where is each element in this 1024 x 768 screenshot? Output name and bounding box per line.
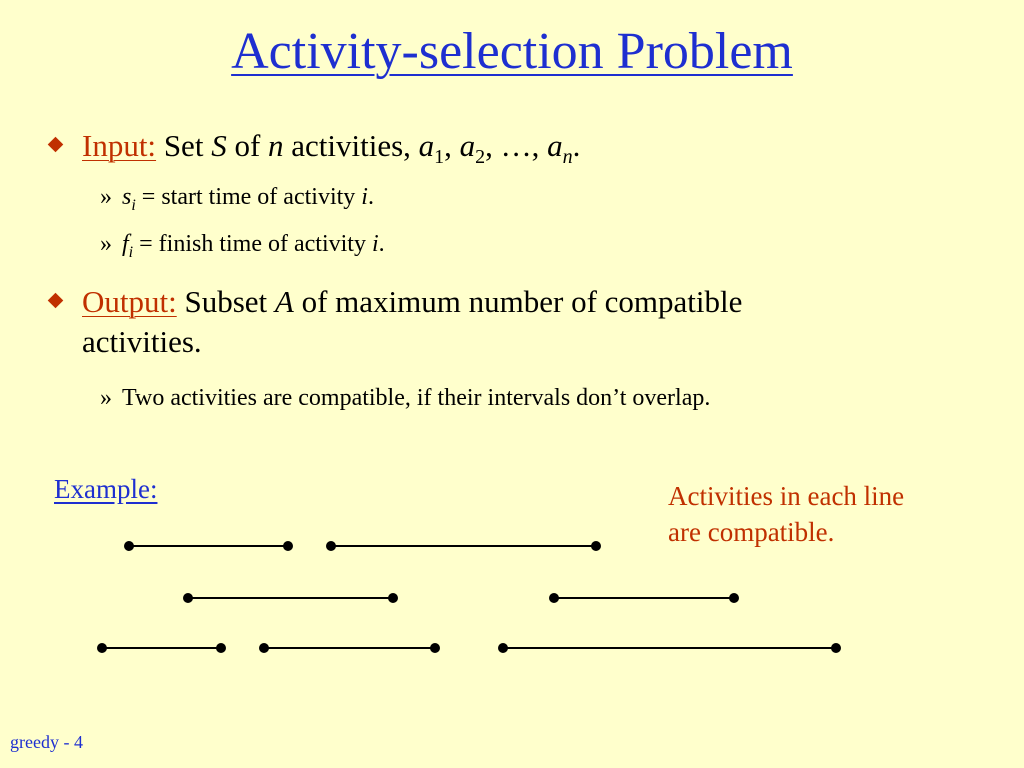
var-i: i: [361, 184, 368, 210]
var-S: S: [211, 128, 227, 163]
chevron-icon: »: [100, 385, 112, 411]
interval-endpoint: [184, 594, 192, 602]
input-keyword: Input:: [82, 128, 157, 163]
subscript: i: [128, 243, 134, 261]
interval-endpoint: [550, 594, 558, 602]
subscript: n: [562, 146, 573, 169]
interval-endpoint: [499, 644, 507, 652]
text-part: of maximum number of compatible: [293, 284, 743, 319]
text-part: Two activities are compatible, if their intervals don’t overlap.: [122, 385, 711, 411]
var-a: a: [547, 128, 563, 163]
slide-title: Activity-selection Problem: [231, 23, 793, 80]
interval-endpoint: [592, 542, 600, 550]
text-part: Set: [156, 128, 212, 163]
text-part: .: [378, 231, 385, 257]
example-label: Example:: [54, 474, 158, 504]
interval-endpoint: [98, 644, 106, 652]
note-line: are compatible.: [668, 517, 835, 547]
var-s: s: [122, 184, 132, 210]
interval-endpoint: [217, 644, 225, 652]
text-part: ,: [444, 128, 460, 163]
note-line: Activities in each line: [668, 481, 905, 511]
chevron-icon: »: [100, 184, 112, 210]
interval-endpoint: [327, 542, 335, 550]
text-part: , …,: [485, 128, 548, 163]
text-part: = finish time of activity: [133, 231, 372, 257]
text-part: of: [226, 128, 269, 163]
interval-endpoint: [389, 594, 397, 602]
var-i: i: [371, 231, 379, 257]
chevron-icon: »: [100, 231, 112, 257]
subscript: 2: [475, 146, 486, 169]
slide-footer: greedy - 4: [10, 732, 83, 752]
text-part: activities,: [283, 128, 419, 163]
var-n: n: [268, 128, 284, 163]
interval-endpoint: [125, 542, 133, 550]
text-part: .: [572, 128, 581, 163]
var-A: A: [274, 284, 294, 319]
subscript: 1: [434, 146, 445, 169]
var-f: f: [122, 231, 129, 257]
output-keyword: Output:: [82, 284, 177, 319]
text-part: .: [367, 184, 374, 210]
text-part: = start time of activity: [135, 184, 362, 210]
var-a: a: [418, 128, 435, 163]
subscript: i: [131, 196, 136, 214]
interval-endpoint: [284, 542, 292, 550]
text-part: Subset: [176, 284, 275, 319]
var-a: a: [459, 128, 476, 163]
interval-endpoint: [730, 594, 738, 602]
interval-endpoint: [431, 644, 439, 652]
interval-endpoint: [832, 644, 840, 652]
interval-endpoint: [260, 644, 268, 652]
text-part: activities.: [82, 324, 202, 359]
